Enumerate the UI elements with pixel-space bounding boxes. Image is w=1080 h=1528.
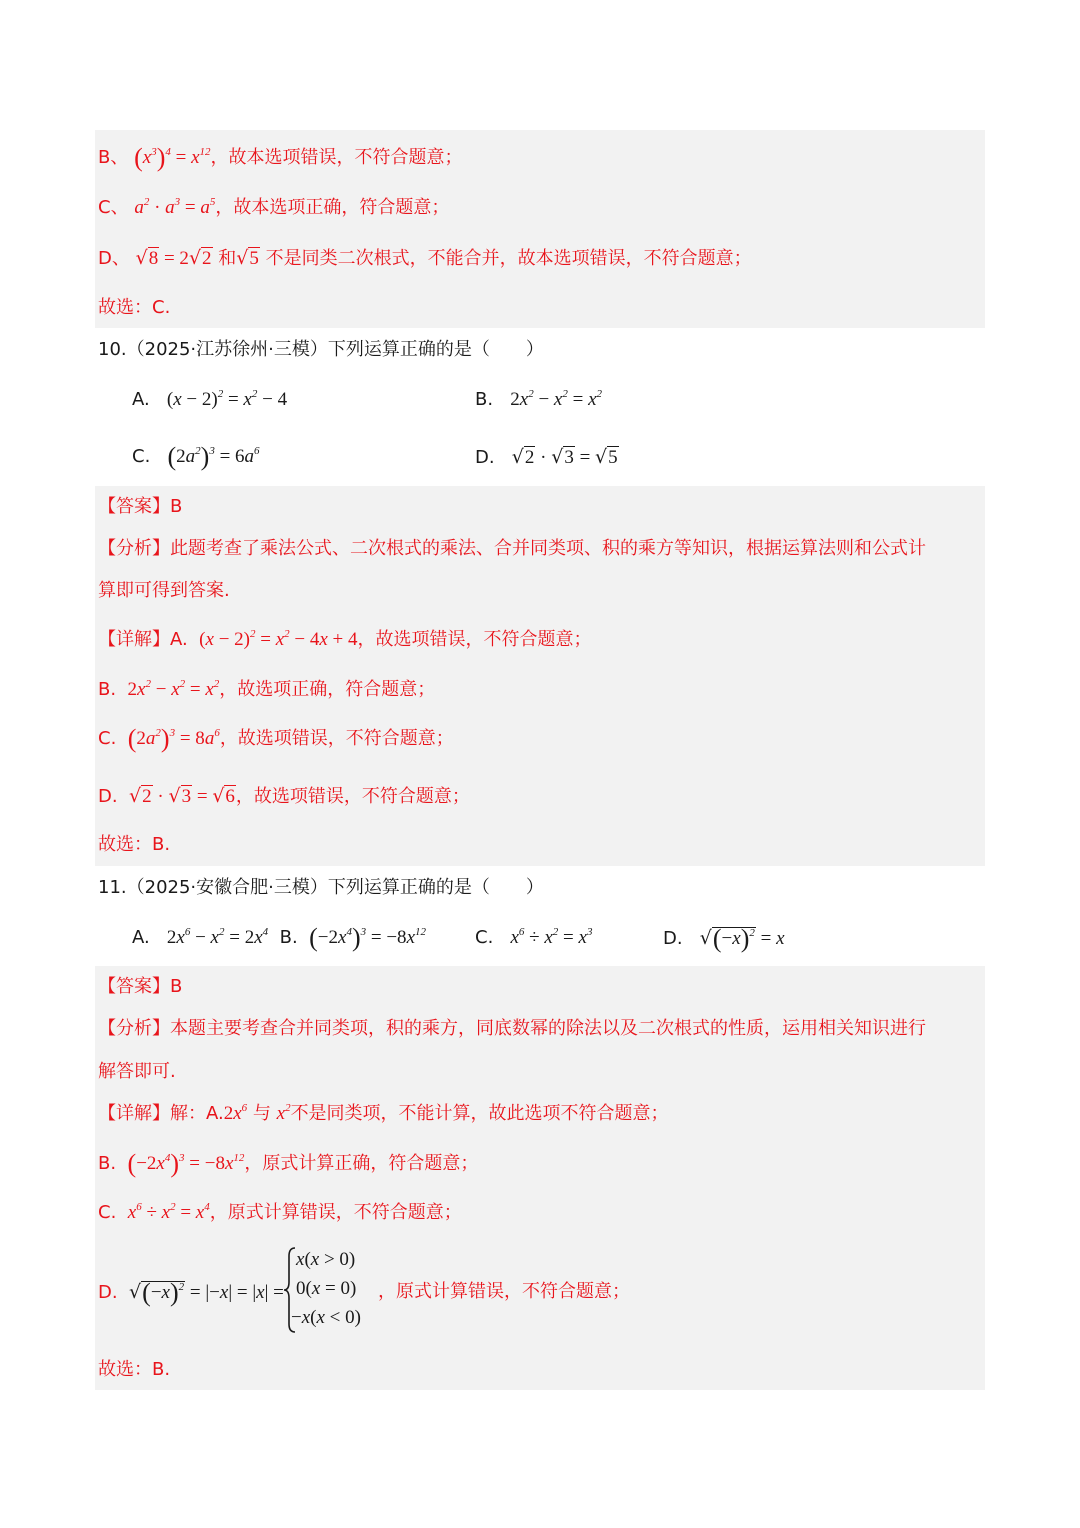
math-expr: √8 = 2√2	[135, 247, 212, 269]
prev-line-d: D、 √8 = 2√2 和√5 不是同类二次根式，不能合并，故本选项错误，不符合题意；	[98, 247, 752, 269]
piecewise-case-1: x(x > 0)	[296, 1249, 356, 1270]
q10-detail-a: 【详解】A. $(x - 2)^2 = x^2 - 4x + 4$，故选项错误，不符合题意；	[98, 628, 592, 650]
q11-detail-d: D. $√(-x)^2 = |-x| = |x|$ =	[98, 1278, 284, 1307]
q11-detail-b: B. $(-2x^4)^3 = -8x^{12}$，原式计算正确，符合题意；	[98, 1149, 479, 1178]
q11-detail-d-comment: ，原式计算错误，不符合题意；	[378, 1281, 630, 1302]
q10-detail-c: C. $(2a^2)^3 = 8a^6$，故选项错误，不符合题意；	[98, 724, 454, 753]
q10-detail-d: D. √2 · √3 = √6，故选项错误，不符合题意；	[98, 785, 470, 807]
q10-option-d: D. √2 · √3 = √5	[475, 446, 618, 468]
prev-line-c: C、 $a^2 \cdot a^3 = a^5$，故本选项正确，符合题意；	[98, 196, 450, 218]
q11-option-d: D. $√(-x)^2 = x$	[663, 924, 785, 953]
q10-answer: 【答案】B	[98, 496, 183, 517]
q11-detail-c: C. $x^6 \div x^2 = x^4$，原式计算错误，不符合题意；	[98, 1201, 462, 1223]
q11-options: A. $2x^6 - x^2 = 2x^4$ B. $(-2x^4)^3 = -8x^{12}$	[132, 923, 426, 952]
prev-line-b: B、 $(x^3)^4 = x^{12}$，故本选项错误，不符合题意；	[98, 143, 463, 172]
q10-analysis-1: 【分析】此题考查了乘法公式、二次根式的乘法、合并同类项、积的乘方等知识，根据运算法则和公式计	[98, 538, 926, 559]
q10-analysis-2: 算即可得到答案.	[98, 580, 230, 601]
q11-analysis-2: 解答即可.	[98, 1061, 176, 1082]
q10-option-c: C. $(2a^2)^3 = 6a^6$	[132, 442, 260, 471]
math-expr: $a^2 \cdot a^3 = a^5$	[134, 196, 216, 218]
q11-option-c: C. $x^6 \div x^2 = x^3$	[475, 926, 593, 948]
q11-answer: 【答案】B	[98, 976, 183, 997]
piecewise-case-2: 0(x = 0)	[296, 1278, 357, 1299]
q10-option-a: A. $(x - 2)^2 = x^2 - 4$	[132, 388, 288, 410]
q11-stem: 11.（2025·安徽合肥·三模）下列运算正确的是（ ）	[98, 877, 544, 898]
q10-stem: 10.（2025·江苏徐州·三模）下列运算正确的是（ ）	[98, 339, 544, 360]
q11-analysis-1: 【分析】本题主要考查合并同类项，积的乘方，同底数幂的除法以及二次根式的性质，运用相关知识进行	[98, 1018, 926, 1039]
q10-conclusion: 故选：B.	[98, 834, 171, 855]
q11-detail-a: 【详解】解：$A.2x^6$ 与 $x^2$不是同类项，不能计算，故此选项不符合题意；	[98, 1102, 669, 1124]
prev-conclusion: 故选：C.	[98, 297, 171, 318]
q11-conclusion: 故选：B.	[98, 1359, 171, 1380]
piecewise-case-3: −x(x < 0)	[291, 1307, 361, 1328]
q10-option-b: B. $2x^2 - x^2 = x^2$	[475, 388, 602, 410]
math-expr: $(x^3)^4 = x^{12}$	[134, 143, 211, 172]
q10-detail-b: B. $2x^2 - x^2 = x^2$，故选项正确，符合题意；	[98, 678, 436, 700]
